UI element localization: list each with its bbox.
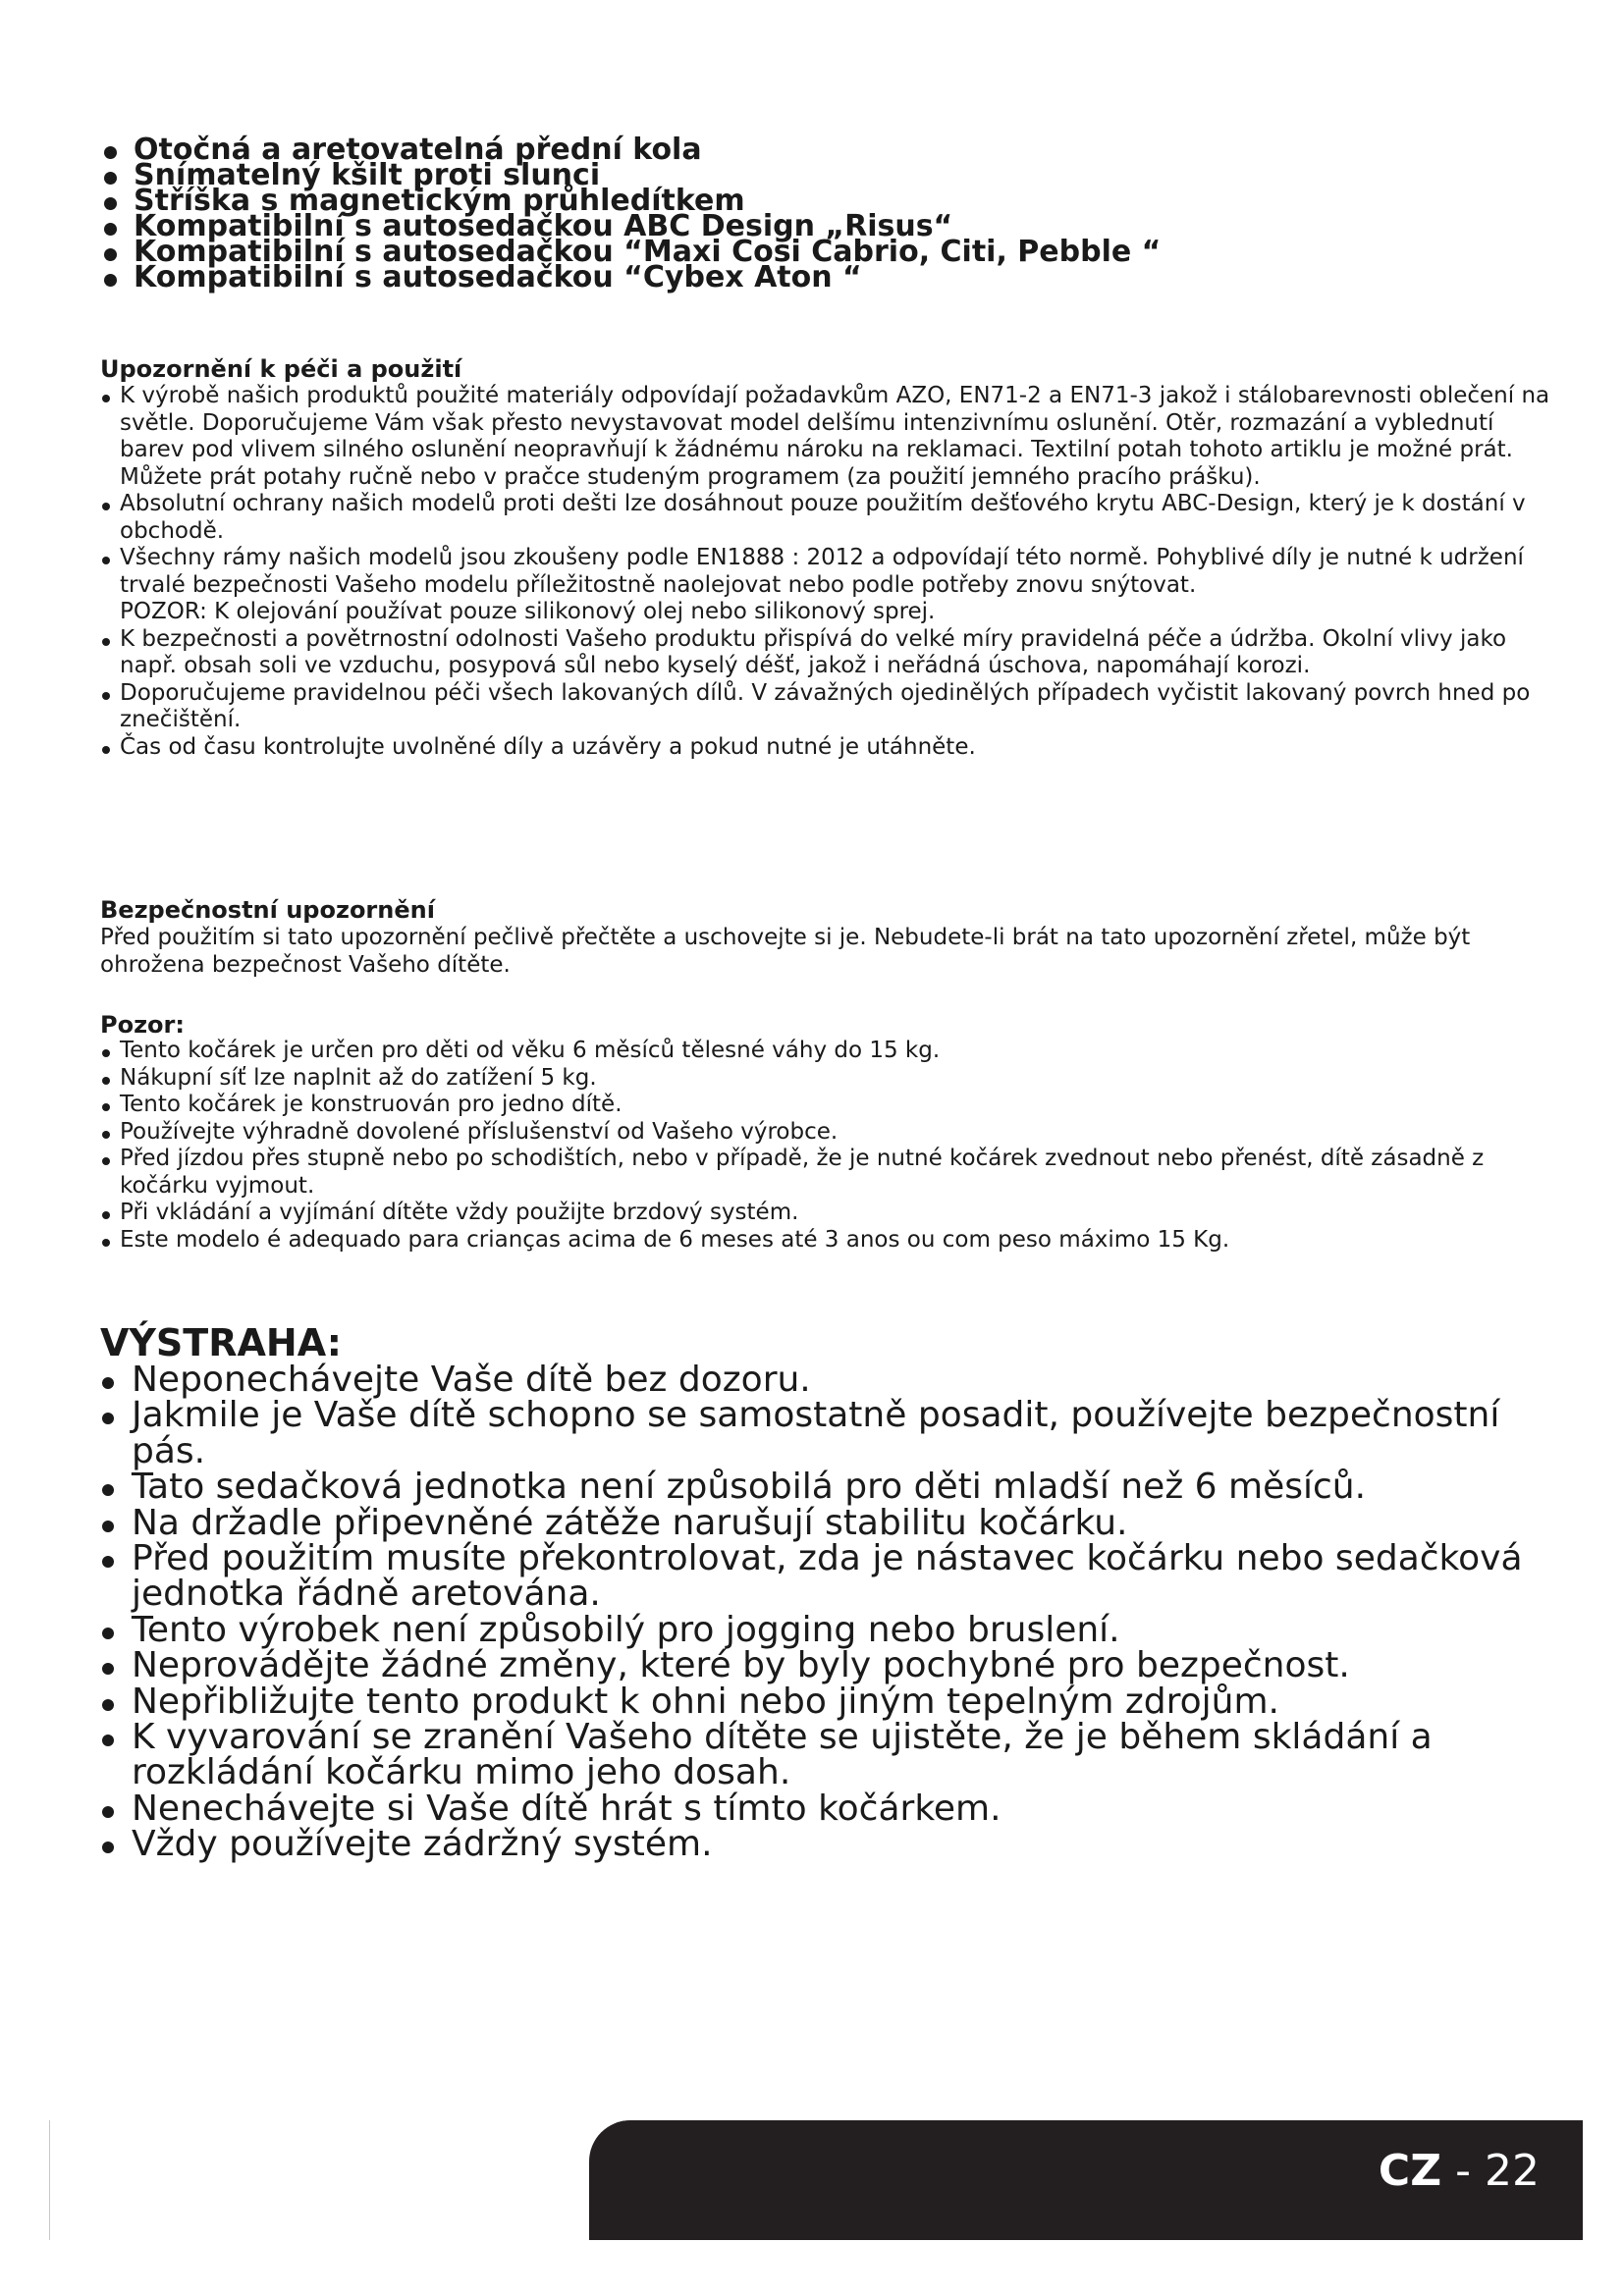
warning-item: Nenechávejte si Vaše dítě hrát s tímto kočárkem.: [100, 1791, 1553, 1827]
warning-item: Před použitím musíte překontrolovat, zda je nástavec kočárku nebo sedačková jednotka řádně aretována.: [100, 1541, 1553, 1613]
care-item-text: Všechny rámy našich modelů jsou zkoušeny podle EN1888 : 2012 a odpovídají této normě. Pohyblivé díly je nutné k udržení trvalé bezpečnosti Vašeho modelu příležitostně naolejovat nebo podle potřeby znovu snýtovat.: [120, 545, 1524, 598]
care-note: POZOR: K olejování používat pouze silikonový olej nebo silikonový sprej.: [120, 599, 936, 624]
warning-item: Na držadle připevněné zátěže narušují stabilitu kočárku.: [100, 1506, 1553, 1541]
page-number-tab: [589, 2120, 1583, 2240]
pozor-item: Používejte výhradně dovolené příslušenství od Vašeho výrobce.: [100, 1119, 1553, 1147]
care-title: Upozornění k péči a použití: [100, 355, 462, 383]
pozor-title: Pozor:: [100, 1011, 185, 1039]
care-item: K výrobě našich produktů použité materiály odpovídají požadavkům AZO, EN71-2 a EN71-3 jakož i stálobarevnosti oblečení na světle. Doporučujeme Vám však přesto nevystavovat model delšímu intenzivnímu oslunění. Otěr, rozmazání a vyblednutí barev pod vlivem silného oslunění neopravňují k žádnému nároku na reklamaci. Textilní potah tohoto artiklu je možné prát. Můžete prát potahy ručně nebo v pračce studeným programem (za použití jemného pracího prášku).: [100, 383, 1553, 491]
pozor-item: Při vkládání a vyjímání dítěte vždy použijte brzdový systém.: [100, 1200, 1553, 1227]
feature-item: Kompatibilní s autosedačkou ABC Design „Risus“: [98, 214, 1571, 240]
warning-item: Neponechávejte Vaše dítě bez dozoru.: [100, 1362, 1553, 1398]
care-item: Čas od času kontrolujte uvolněné díly a uzávěry a pokud nutné je utáhněte.: [100, 734, 1553, 762]
safety-title: Bezpečnostní upozornění: [100, 896, 435, 924]
care-list: [100, 383, 1553, 761]
feature-item: Kompatibilní s autosedačkou “Maxi Cosi Cabrio, Citi, Pebble “: [98, 240, 1571, 265]
warning-item: Tento výrobek není způsobilý pro jogging nebo bruslení.: [100, 1613, 1553, 1648]
pozor-item: Nákupní síť lze naplnit až do zatížení 5 kg.: [100, 1065, 1553, 1093]
care-item: [100, 545, 1553, 626]
language-code: CZ: [1378, 2146, 1442, 2196]
page-label: [1379, 2146, 1540, 2197]
care-item: Absolutní ochrany našich modelů proti dešti lze dosáhnout pouze použitím dešťového krytu ABC-Design, který je k dostání v obchodě.: [100, 491, 1553, 545]
feature-item: Kompatibilní s autosedačkou “Cybex Aton “: [98, 265, 1571, 291]
pozor-item: Tento kočárek je určen pro děti od věku 6 měsíců tělesné váhy do 15 kg.: [100, 1038, 1553, 1065]
feature-item: Otočná a aretovatelná přední kola: [98, 137, 1571, 163]
warning-item: K vyvarování se zranění Vašeho dítěte se ujistěte, že je během skládání a rozkládání kočárku mimo jeho dosah.: [100, 1720, 1553, 1791]
warning-item: Tato sedačková jednotka není způsobilá pro děti mladší než 6 měsíců.: [100, 1469, 1553, 1505]
warning-item: Jakmile je Vaše dítě schopno se samostatně posadit, používejte bezpečnostní pás.: [100, 1398, 1553, 1469]
pozor-item: Před jízdou přes stupně nebo po schodištích, nebo v případě, že je nutné kočárek zvednout nebo přenést, dítě zásadně z kočárku vyjmout.: [100, 1146, 1553, 1200]
warning-title: VÝSTRAHA:: [100, 1321, 342, 1364]
warning-item: Neprovádějte žádné změny, které by byly pochybné pro bezpečnost.: [100, 1648, 1553, 1683]
page-number: 22: [1485, 2146, 1540, 2196]
feature-list: [98, 133, 1571, 294]
warning-item: Vždy používejte zádržný systém.: [100, 1827, 1553, 1862]
safety-text: Před použitím si tato upozornění pečlivě přečtěte a uschovejte si je. Nebudete-li brát na tato upozornění zřetel, může být ohrožena bezpečnost Vašeho dítěte.: [100, 925, 1471, 978]
margin-line: [49, 2120, 50, 2240]
page-separator: -: [1455, 2146, 1471, 2196]
feature-item: Snímatelný kšilt proti slunci: [98, 163, 1571, 188]
warning-list: [100, 1362, 1553, 1863]
care-item: Doporučujeme pravidelnou péči všech lakovaných dílů. V závažných ojedinělých případech vyčistit lakovaný povrch hned po znečištění.: [100, 680, 1553, 734]
pozor-list: [100, 1038, 1553, 1254]
pozor-item: Este modelo é adequado para crianças acima de 6 meses até 3 anos ou com peso máximo 15 Kg.: [100, 1227, 1553, 1255]
pozor-item: Tento kočárek je konstruován pro jedno dítě.: [100, 1092, 1553, 1119]
care-item: K bezpečnosti a povětrnostní odolnosti Vašeho produktu přispívá do velké míry pravidelná péče a údržba. Okolní vlivy jako např. obsah soli ve vzduchu, posypová sůl nebo kyselý déšť, jakož i neřádná úschova, napomáhají korozi.: [100, 626, 1553, 680]
warning-item: Nepřibližujte tento produkt k ohni nebo jiným tepelným zdrojům.: [100, 1684, 1553, 1720]
feature-item: Stříška s magnetickým průhledítkem: [98, 188, 1571, 214]
